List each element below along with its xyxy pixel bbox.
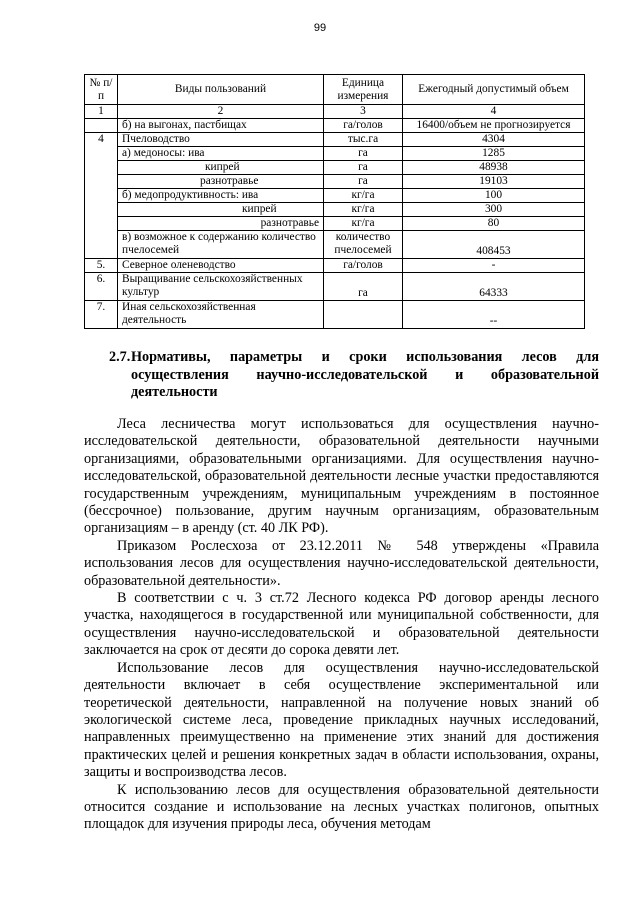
row-value: 16400/объем не прогнозируется [403, 119, 585, 133]
row-value: 4304 [403, 133, 585, 147]
row-name: в) возможное к содержанию количество пчелосемей [118, 231, 324, 259]
row-number: 6. [85, 273, 118, 301]
table-row [85, 175, 585, 189]
row-value: 64333 [403, 273, 585, 301]
row-name: а) медоносы: ива [118, 147, 324, 161]
paragraph: Леса лесничества могут использоваться для осуществления научно-исследовательской деятельности, образовательной деятельности научными организациями, образовательными организациями. Для осуществления научно-исследовательской, образовательной деятельности лесные участки предоставляются государственным учреждениям, муниципальным учреждениям в постоянное (бессрочное) пользование, другим научным организациям, образовательным организациям – в аренду (ст. 40 ЛК РФ). [84, 416, 599, 537]
col-number-4: 4 [403, 105, 585, 119]
row-name: Северное оленеводство [118, 259, 324, 273]
row-unit [324, 301, 403, 329]
row-unit: га/голов [324, 259, 403, 273]
row-unit: тыс.га [324, 133, 403, 147]
table-row [85, 217, 585, 231]
paragraph: Использование лесов для осуществления научно-исследовательской деятельности включает в себя осуществление экспериментальной или теоретической деятельности, направленной на получение новых знаний об экологической системе леса, проведение прикладных научных исследований, направленных преимущественно на применение этих знаний для достижения практических целей и решения конкретных задач в области использования, охраны, защиты и воспроизводства лесов. [84, 659, 599, 781]
row-name: Иная сельскохозяйственная деятельность [118, 301, 324, 329]
header-unit: Единица измерения [324, 75, 403, 105]
row-number: 4 [85, 133, 118, 259]
header-number: № п/п [85, 75, 118, 105]
table-row [85, 259, 585, 273]
row-unit: количество пчелосемей [324, 231, 403, 259]
row-name: Выращивание сельскохозяйственных культур [118, 273, 324, 301]
header-use-type: Виды пользований [118, 75, 324, 105]
section-number: 2.7. [109, 349, 131, 365]
row-name: разнотравье [118, 217, 324, 231]
section-heading [109, 349, 599, 402]
row-value: 1285 [403, 147, 585, 161]
table-row [85, 203, 585, 217]
paragraph: В соответствии с ч. 3 ст.72 Лесного кодекса РФ договор аренды лесного участка, находящегося в государственной или муниципальной собственности, для осуществления научно-исследовательской и образовательной деятельности заключается на срок от десяти до сорока девяти лет. [84, 590, 599, 659]
col-number-1: 1 [85, 105, 118, 119]
table-row [85, 301, 585, 329]
row-value: - [403, 259, 585, 273]
row-name: б) медопродуктивность: ива [118, 189, 324, 203]
row-number: 7. [85, 301, 118, 329]
table-row [85, 161, 585, 175]
row-unit: га [324, 175, 403, 189]
table-row [85, 231, 585, 259]
row-unit: га [324, 273, 403, 301]
body-text [84, 416, 599, 834]
row-value: 408453 [403, 231, 585, 259]
row-name: разнотравье [118, 175, 324, 189]
row-number: 5. [85, 259, 118, 273]
column-number-row [85, 105, 585, 119]
table-row [85, 147, 585, 161]
row-name: б) на выгонах, пастбищах [118, 119, 324, 133]
header-annual-volume: Ежегодный допустимый объем [403, 75, 585, 105]
row-number [85, 119, 118, 133]
paragraph: Приказом Рослесхоза от 23.12.2011 № 548 утверждены «Правила использования лесов для осуществления научно-исследовательской деятельности, образовательной деятельности». [84, 537, 599, 589]
row-value: 100 [403, 189, 585, 203]
table-row [85, 273, 585, 301]
row-value: 48938 [403, 161, 585, 175]
row-unit: га [324, 147, 403, 161]
row-value: -- [403, 301, 585, 329]
paragraph: К использованию лесов для осуществления образовательной деятельности относится создание и использование на лесных участках полигонов, опытных площадок для изучения природы леса, обучения методам [84, 781, 599, 833]
row-value: 300 [403, 203, 585, 217]
row-unit: га [324, 161, 403, 175]
row-unit: га/голов [324, 119, 403, 133]
row-value: 19103 [403, 175, 585, 189]
row-name: кипрей [118, 203, 324, 217]
col-number-3: 3 [324, 105, 403, 119]
row-name: кипрей [118, 161, 324, 175]
table-row [85, 133, 585, 147]
row-name: Пчеловодство [118, 133, 324, 147]
col-number-2: 2 [118, 105, 324, 119]
table-row [85, 189, 585, 203]
page-number: 99 [313, 22, 327, 34]
table-row [85, 119, 585, 133]
table-header-row [85, 75, 585, 105]
row-value: 80 [403, 217, 585, 231]
row-unit: кг/га [324, 189, 403, 203]
section-title: Нормативы, параметры и сроки использования лесов для осуществления научно-исследовательской и образовательной деятельности [131, 349, 599, 400]
forest-use-table [84, 74, 585, 329]
row-unit: кг/га [324, 203, 403, 217]
row-unit: кг/га [324, 217, 403, 231]
